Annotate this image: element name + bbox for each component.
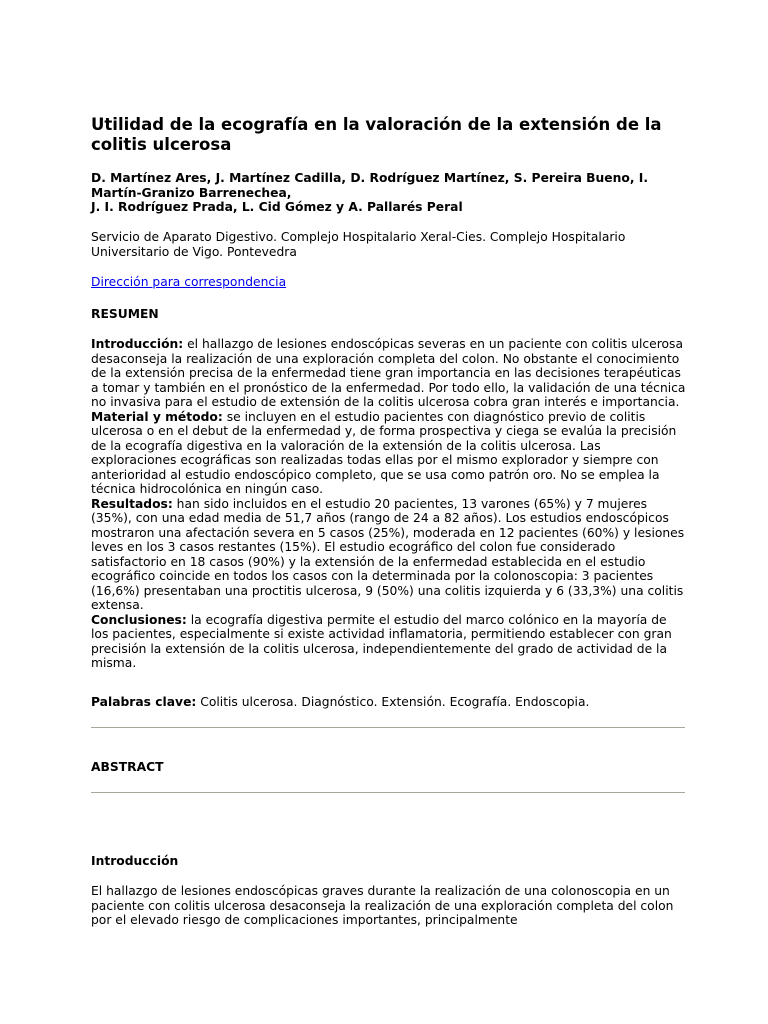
affiliation: Servicio de Aparato Digestivo. Complejo Hospitalario Xeral-Cies. Complejo Hospitalario Universitario de Vigo. Pontevedra	[91, 230, 626, 259]
authors-line-2: J. I. Rodríguez Prada, L. Cid Gómez y A. Pallarés Peral	[91, 200, 463, 214]
introduccion-text: El hallazgo de lesiones endoscópicas graves durante la realización de una colonoscopia en un paciente con colitis ulcerosa desaconseja la realización de una exploración completa del colon por el elevado riesgo de complicaciones importantes, principalmente	[91, 884, 674, 927]
keywords-text: Colitis ulcerosa. Diagnóstico. Extensión. Ecografía. Endoscopia.	[196, 695, 590, 709]
resumen-conclusions-text: la ecografía digestiva permite el estudio del marco colónico en la mayoría de los pacientes, especialmente si existe actividad inflamatoria, permitiendo establecer con gran precisión la extensión de la colitis ulcerosa, independientemente del grado de actividad de la misma.	[91, 612, 672, 670]
resumen-results-label: Resultados:	[91, 496, 173, 511]
resumen-method	[91, 410, 687, 497]
abstract-heading: ABSTRACT	[91, 760, 164, 774]
introduccion-heading: Introducción	[91, 854, 179, 868]
correspondence	[91, 275, 286, 290]
resumen-intro	[91, 337, 687, 410]
keywords-label: Palabras clave:	[91, 695, 197, 709]
resumen-conclusions-label: Conclusiones:	[91, 612, 187, 627]
resumen-results	[91, 497, 687, 613]
authors-line-1: D. Martínez Ares, J. Martínez Cadilla, D. Rodríguez Martínez, S. Pereira Bueno, I. Martín-Granizo Barrenechea,	[91, 171, 649, 200]
author-list	[91, 171, 687, 215]
resumen-conclusions	[91, 613, 687, 671]
resumen-intro-text: el hallazgo de lesiones endoscópicas severas en un paciente con colitis ulcerosa desaconseja la realización de una exploración completa del colon. No obstante el conocimiento de la extensión precisa de la enfermedad tiene gran importancia en las decisiones terapéuticas a tomar y también en el pronóstico de la enfermedad. Por todo ello, la validación de una técnica no invasiva para el estudio de extensión de la colitis ulcerosa cobra gran interés e importancia.	[91, 337, 686, 409]
resumen-method-text: se incluyen en el estudio pacientes con diagnóstico previo de colitis ulcerosa o en el debut de la enfermedad y, de forma prospectiva y ciega se evalúa la precisión de la ecografía digestiva en la valoración de la extensión de la colitis ulcerosa. Las exploraciones ecográficas son realizadas todas ellas por el mismo explorador y siempre con anterioridad al estudio endoscópico completo, que se usa como patrón oro. No se emplea la técnica hidrocolónica en ningún caso.	[91, 409, 677, 496]
resumen-intro-label: Introducción:	[91, 337, 184, 351]
section-divider	[91, 792, 685, 793]
article-title: Utilidad de la ecografía en la valoración de la extensión de la colitis ulcerosa	[91, 115, 662, 154]
resumen-results-text: han sido incluidos en el estudio 20 pacientes, 13 varones (65%) y 7 mujeres (35%), con una edad media de 51,7 años (rango de 24 a 82 años). Los estudios endoscópicos mostraron una afectación severa en 5 casos (25%), moderada en 12 pacientes (60%) y lesiones leves en los 3 casos restantes (15%). El estudio ecográfico del colon fue considerado satisfactorio en 18 casos (90%) y la extensión de la enfermedad establecida en el estudio ecográfico coincide en todos los casos con la determinada por la colonoscopia: 3 pacientes (16,6%) presentaban una proctitis ulcerosa, 9 (50%) una colitis izquierda y 6 (33,3%) una colitis extensa.	[91, 496, 685, 612]
resumen-body	[91, 337, 687, 671]
resumen-method-label: Material y método:	[91, 409, 223, 424]
correspondence-link[interactable]: Dirección para correspondencia	[91, 275, 287, 289]
resumen-heading: RESUMEN	[91, 307, 159, 321]
section-divider	[91, 727, 685, 728]
keywords	[91, 695, 687, 710]
